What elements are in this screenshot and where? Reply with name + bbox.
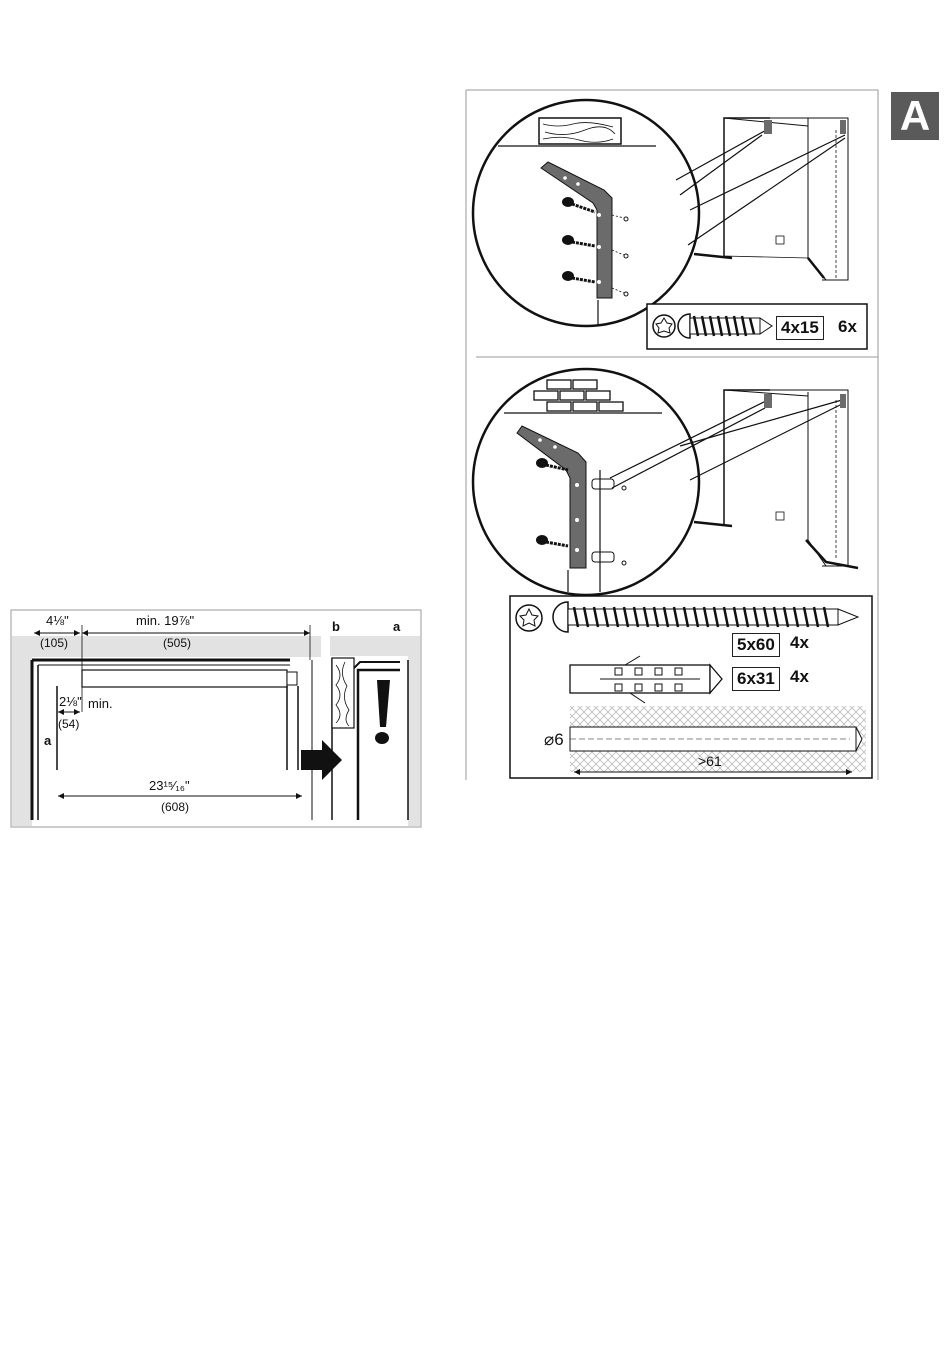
dim-left-top-mm: (105)	[40, 636, 69, 650]
section-badge-a: A	[891, 92, 939, 140]
anchor-2	[592, 552, 614, 562]
screw-qty-wood: 6x	[838, 317, 857, 336]
wood-mounting-panel	[473, 100, 867, 349]
screw-size-label-masonry: 5x60	[732, 633, 780, 657]
dim-min-top-mm: (505)	[163, 636, 192, 650]
label-b: b	[332, 619, 340, 634]
dim-gap: 2⅛"	[59, 694, 82, 709]
drill-depth-label: >61	[698, 753, 722, 769]
anchor-1	[592, 479, 614, 489]
label-a-right: a	[393, 619, 401, 634]
screw-size-label-wood: 4x15	[776, 316, 824, 340]
dim-gap-mm: (54)	[58, 717, 80, 731]
masonry-mounting-panel	[473, 369, 872, 778]
screw-qty-masonry: 4x	[790, 633, 809, 652]
dim-gap-min: min.	[88, 696, 113, 711]
drill-diameter-label: ⌀6	[544, 730, 564, 749]
anchor-size-label: 6x31	[732, 667, 780, 691]
wood-screw-icon	[690, 316, 772, 336]
label-a-left: a	[44, 733, 52, 748]
dim-bottom-mm: (608)	[161, 800, 190, 814]
dim-min-top: min. 19⅞"	[136, 613, 195, 628]
long-screw-icon	[568, 607, 858, 627]
anchor-qty: 4x	[790, 667, 809, 686]
dim-left-top: 4⅛"	[46, 613, 69, 628]
dim-bottom: 23¹⁵⁄₁₆"	[149, 778, 190, 793]
